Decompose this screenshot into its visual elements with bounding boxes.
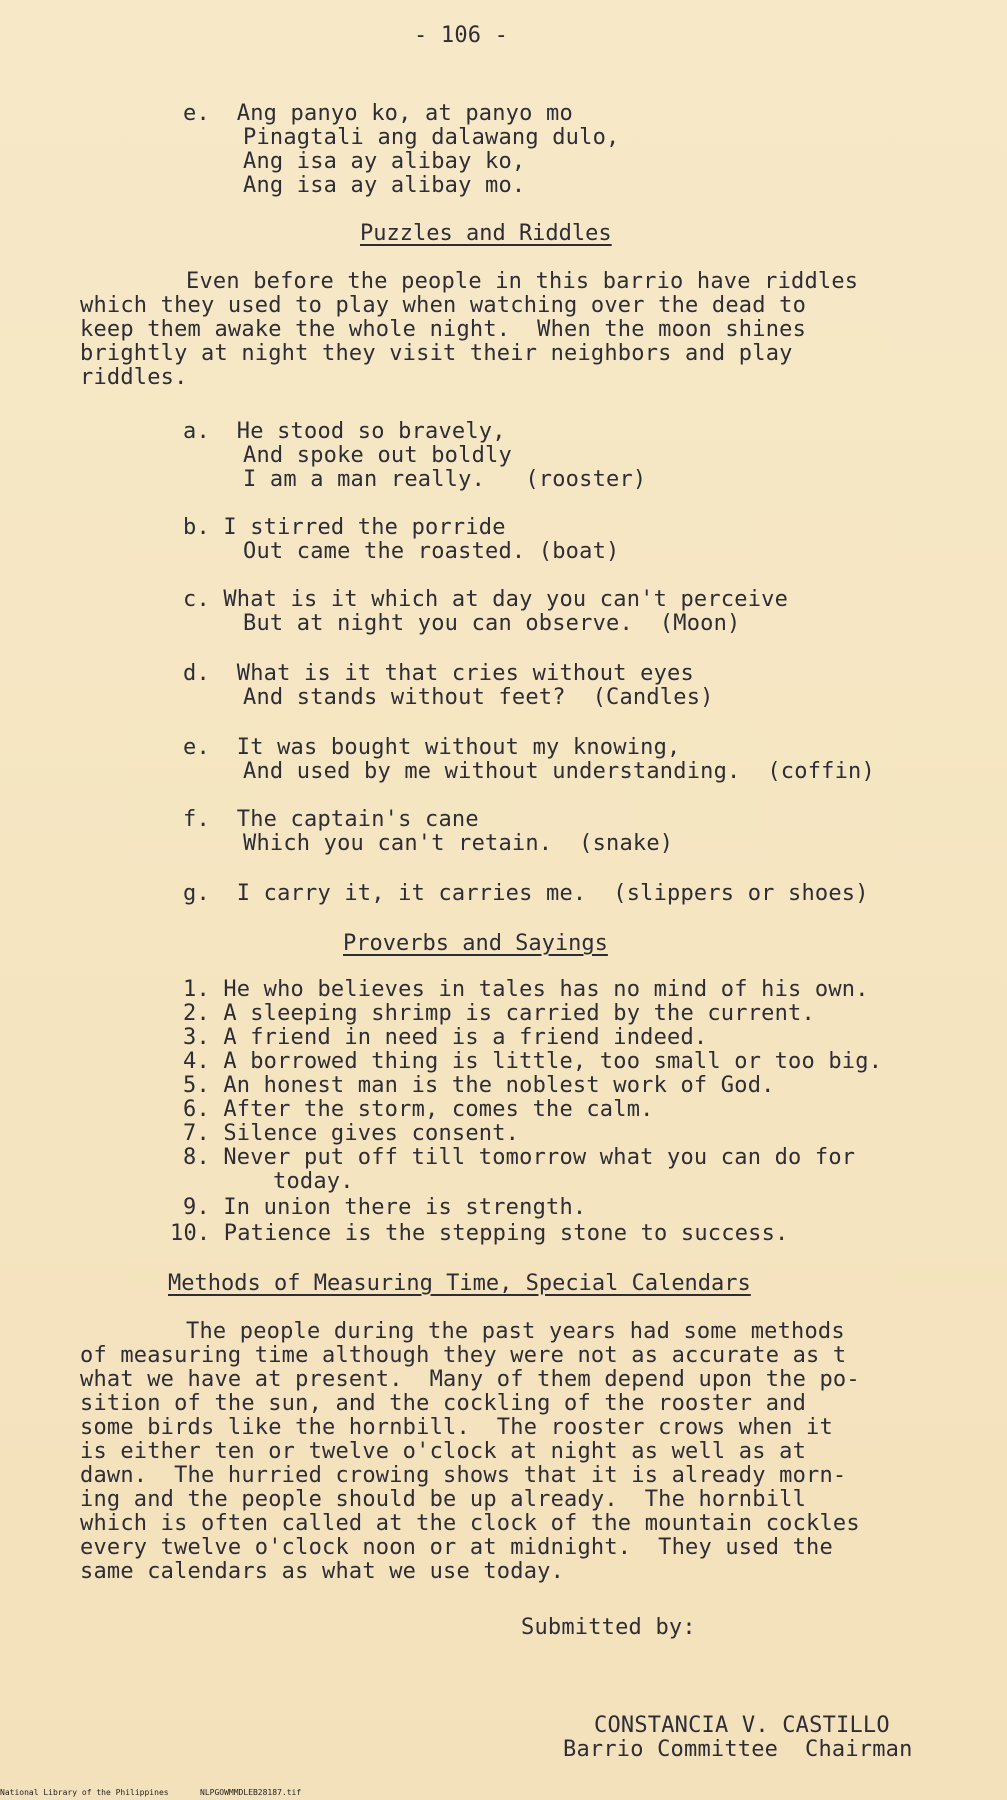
section-heading-methods: Methods of Measuring Time, Special Calendars	[168, 1271, 751, 1296]
scan-footer-file-id: NLPGOWMMDLEB28187.tif	[200, 1788, 302, 1797]
methods-line-7: dawn. The hurried crowing shows that it is already morn-	[80, 1463, 847, 1488]
riddle-a-line-2: And spoke out boldly	[243, 443, 512, 468]
riddle-a-line-3: I am a man really. (rooster)	[243, 467, 647, 492]
methods-line-3: what we have at present. Many of them depend upon the po-	[80, 1367, 860, 1392]
riddle-d-line-2: And stands without feet? (Candles)	[243, 685, 714, 710]
poem-e-line-3: Ang isa ay alibay ko,	[243, 149, 526, 174]
methods-line-8: ing and the people should be up already. The hornbill	[80, 1487, 807, 1512]
puzzles-intro-line-1: Even before the people in this barrio have riddles	[186, 269, 859, 294]
poem-e-line-4: Ang isa ay alibay mo.	[243, 173, 526, 198]
riddle-c-line-1: c. What is it which at day you can't perceive	[183, 587, 789, 612]
methods-line-1: The people during the past years had some methods	[186, 1319, 845, 1344]
proverb-8-continued: today.	[273, 1169, 354, 1194]
riddle-b-line-2: Out came the roasted. (boat)	[243, 539, 620, 564]
methods-line-11: same calendars as what we use today.	[80, 1559, 565, 1584]
riddle-f-line-1: f. The captain's cane	[183, 807, 479, 832]
poem-e-line-1: e. Ang panyo ko, at panyo mo	[183, 101, 573, 126]
signatory-name: CONSTANCIA V. CASTILLO	[594, 1713, 890, 1738]
scan-footer-library: National Library of the Philippines	[0, 1788, 169, 1797]
poem-e-line-2: Pinagtali ang dalawang dulo,	[243, 125, 620, 150]
proverb-3: 3. A friend in need is a friend indeed.	[183, 1025, 708, 1050]
proverb-8: 8. Never put off till tomorrow what you can do for	[183, 1145, 856, 1170]
riddle-e-line-2: And used by me without understanding. (coffin)	[243, 759, 875, 784]
puzzles-intro-line-2: which they used to play when watching over the dead to	[80, 293, 807, 318]
riddle-b-line-1: b. I stirred the porride	[183, 515, 506, 540]
riddle-f-line-2: Which you can't retain. (snake)	[243, 831, 674, 856]
riddle-e-line-1: e. It was bought without my knowing,	[183, 735, 681, 760]
proverb-7: 7. Silence gives consent.	[183, 1121, 520, 1146]
methods-line-9: which is often called at the clock of the mountain cockles	[80, 1511, 860, 1536]
riddle-g-line-1: g. I carry it, it carries me. (slippers or shoes)	[183, 881, 869, 906]
methods-line-4: sition of the sun, and the cockling of the rooster and	[80, 1391, 807, 1416]
proverb-9: 9. In union there is strength.	[183, 1195, 587, 1220]
proverb-2: 2. A sleeping shrimp is carried by the current.	[183, 1001, 815, 1026]
proverb-6: 6. After the storm, comes the calm.	[183, 1097, 654, 1122]
riddle-a-line-1: a. He stood so bravely,	[183, 419, 506, 444]
puzzles-intro-line-4: brightly at night they visit their neighbors and play	[80, 341, 793, 366]
proverb-5: 5. An honest man is the noblest work of God.	[183, 1073, 775, 1098]
proverb-4: 4. A borrowed thing is little, too small or too big.	[183, 1049, 883, 1074]
methods-line-6: is either ten or twelve o'clock at night as well as at	[80, 1439, 807, 1464]
riddle-c-line-2: But at night you can observe. (Moon)	[243, 611, 741, 636]
section-heading-puzzles: Puzzles and Riddles	[360, 221, 612, 246]
submitted-by: Submitted by:	[521, 1615, 696, 1640]
methods-line-10: every twelve o'clock noon or at midnight. They used the	[80, 1535, 833, 1560]
puzzles-intro-line-3: keep them awake the whole night. When the moon shines	[80, 317, 807, 342]
puzzles-intro-line-5: riddles.	[80, 365, 188, 390]
page-number: - 106 -	[414, 23, 509, 48]
methods-line-2: of measuring time although they were not as accurate as t	[80, 1343, 847, 1368]
signatory-title: Barrio Committee Chairman	[563, 1737, 913, 1762]
proverb-1: 1. He who believes in tales has no mind of his own.	[183, 977, 869, 1002]
methods-line-5: some birds like the hornbill. The rooster crows when it	[80, 1415, 833, 1440]
section-heading-proverbs: Proverbs and Sayings	[343, 931, 608, 956]
riddle-d-line-1: d. What is it that cries without eyes	[183, 661, 694, 686]
proverb-10: 10. Patience is the stepping stone to success.	[170, 1221, 789, 1246]
